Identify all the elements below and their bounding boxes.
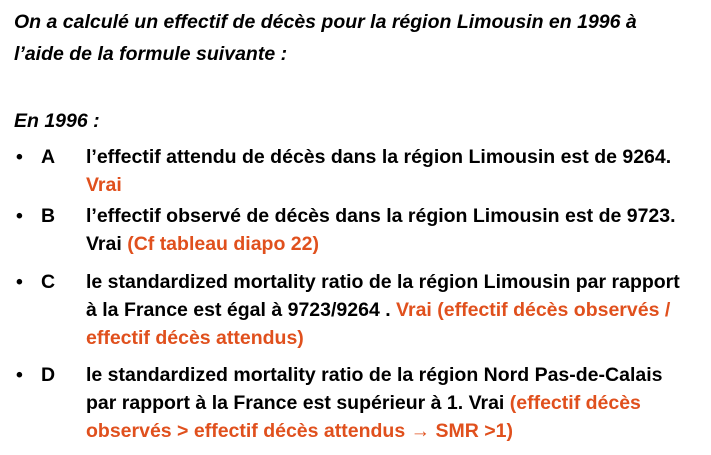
item-line-1: l’effectif attendu de décès dans la région Limousin est de 9264.: [86, 146, 672, 168]
item-line-2: [86, 296, 700, 324]
item-text: [86, 361, 700, 445]
item-letter: B: [41, 205, 56, 227]
item-line-1: le standardized mortality ratio de la région Nord Pas-de-Calais: [86, 364, 663, 386]
item-line-1: l’effectif observé de décès dans la région Limousin est de 9723.: [86, 205, 676, 227]
item-explanation: (Cf tableau diapo 22): [127, 233, 319, 255]
item-letter: C: [41, 271, 56, 293]
item-line-2: [86, 389, 700, 417]
intro-line-1: On a calculé un effectif de décès pour la région Limousin en 1996 à: [14, 11, 637, 33]
item-answer: par rapport à la France est supérieur à 1. Vrai: [86, 392, 510, 414]
item-text-black: à la France est égal à 9723/9264 .: [86, 299, 397, 321]
item-text: [86, 143, 700, 199]
bullet-icon: •: [16, 271, 23, 293]
intro-line-2: l’aide de la formule suivante :: [14, 43, 288, 65]
item-answer: Vrai: [86, 174, 122, 196]
item-explanation: effectif décès attendus): [86, 327, 304, 349]
section-title: En 1996 :: [14, 110, 100, 132]
item-answer: Vrai: [86, 233, 128, 255]
item-letter: A: [41, 146, 56, 168]
item-line-2: [86, 230, 700, 258]
item-letter: D: [41, 364, 56, 386]
item-text: [86, 268, 700, 352]
item-explanation: (effectif décès: [509, 392, 641, 414]
item-answer: Vrai (effectif décès observés /: [396, 299, 671, 321]
bullet-icon: •: [16, 146, 23, 168]
item-text: [86, 202, 700, 258]
bullet-icon: •: [16, 364, 23, 386]
item-explanation-cont: observés > effectif décès attendus → SMR >1): [86, 420, 513, 442]
item-line-1: le standardized mortality ratio de la région Limousin par rapport: [86, 271, 680, 293]
bullet-icon: •: [16, 205, 23, 227]
intro-paragraph: [14, 6, 704, 70]
